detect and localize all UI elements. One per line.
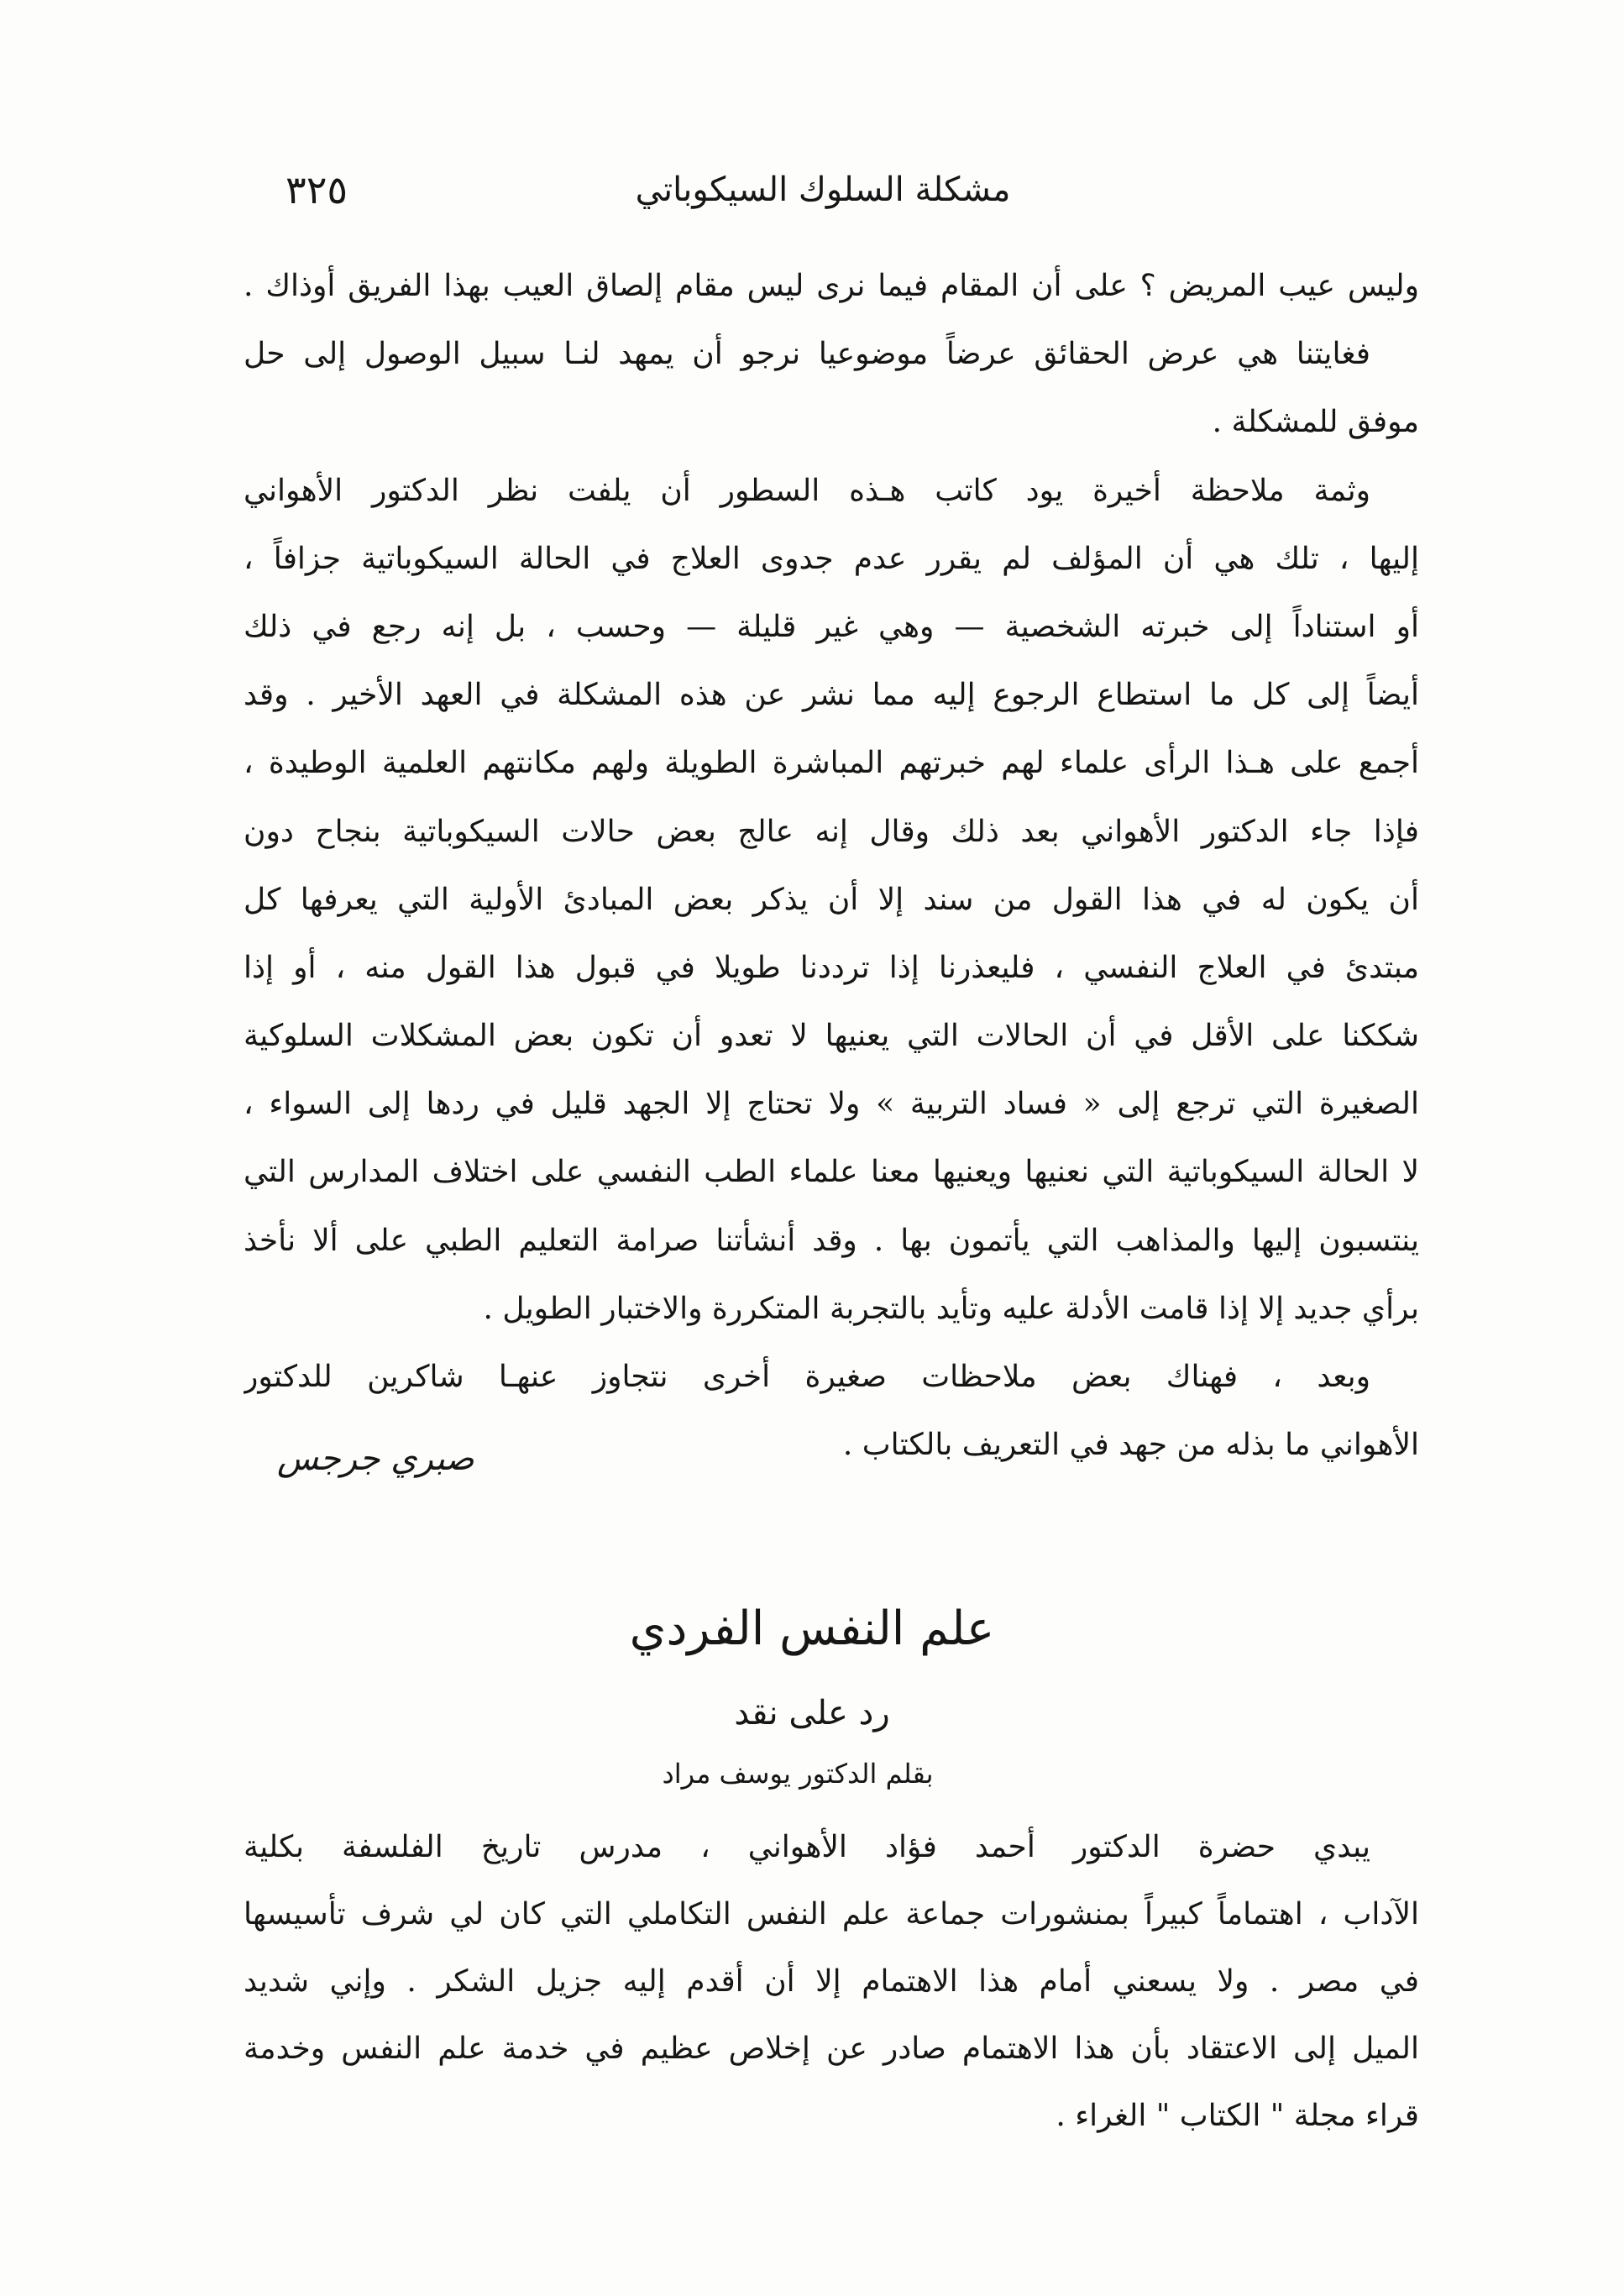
text-line: وبعد ، فهناك بعض ملاحظات صغيرة أخرى نتجاوز عنهـا شاكرين للدكتور xyxy=(244,1360,1370,1394)
text-line: الصغيرة التي ترجع إلى « فساد التربية » ولا تحتاج إلا الجهد قليل في ردها إلى السواء ، xyxy=(244,1087,1419,1122)
text-line: قراء مجلة " الكتاب " الغراء . xyxy=(1056,2099,1419,2133)
page-number: ٣٢٥ xyxy=(286,167,348,212)
text-line: وثمة ملاحظة أخيرة يود كاتب هـذه السطور أن يلفت نظر الدكتور الأهواني xyxy=(244,473,1370,508)
text-line: أو استناداً إلى خبرته الشخصية — وهي غير قليلة — وحسب ، بل إنه رجع في ذلك xyxy=(244,609,1419,644)
text-line: أجمع على هـذا الرأى علماء لهم خبرتهم المباشرة الطويلة ولهم مكانتهم العلمية الوطيدة ، xyxy=(244,746,1419,781)
text-line: وليس عيب المريض ؟ على أن المقام فيما نرى ليس مقام إلصاق العيب بهذا الفريق أوذاك . xyxy=(244,269,1419,303)
running-title: مشكلة السلوك السيكوباتي xyxy=(635,170,1011,209)
text-line: ينتسبون إليها والمذاهب التي يأتمون بها . وقد أنشأتنا صرامة التعليم الطبي على ألا نأخذ xyxy=(244,1223,1419,1258)
article-body xyxy=(244,1814,1419,2150)
page-header xyxy=(252,165,1394,223)
text-line: الآداب ، اهتماماً كبيراً بمنشورات جماعة علم النفس التكاملي التي كان لي شرف تأسيسها xyxy=(244,1897,1419,1932)
text-line: الميل إلى الاعتقاد بأن هذا الاهتمام صادر عن إخلاص عظيم في خدمة علم النفس وخدمة xyxy=(244,2031,1419,2066)
review-conclusion xyxy=(244,252,1419,1479)
reviewer-signature: صبري جرجس xyxy=(277,1439,474,1478)
text-line: موفق للمشكلة . xyxy=(1212,405,1419,440)
text-line: فغايتنا هي عرض الحقائق عرضاً موضوعيا نرجو أن يمهد لنـا سبيل الوصول إلى حل xyxy=(244,337,1370,372)
text-line: إليها ، تلك هي أن المؤلف لم يقرر عدم جدوى العلاج في الحالة السيكوباتية جزافاً ، xyxy=(244,541,1419,576)
article-title: علم النفس الفردي xyxy=(629,1601,995,1656)
text-line: أن يكون له في هذا القول من سند إلا أن يذكر بعض المبادئ الأولية التي يعرفها كل xyxy=(244,882,1419,917)
text-line: فإذا جاء الدكتور الأهواني بعد ذلك وقال إنه عالج بعض حالات السيكوباتية بنجاح دون xyxy=(244,814,1419,849)
text-line: أيضاً إلى كل ما استطاع الرجوع إليه مما نشر عن هذه المشكلة في العهد الأخير . وقد xyxy=(244,678,1419,713)
article-subtitle: رد على نقد xyxy=(734,1694,890,1732)
text-line: الأهواني ما بذله من جهد في التعريف بالكتاب . xyxy=(842,1428,1419,1463)
text-line: لا الحالة السيكوباتية التي نعنيها ويعنيها معنا علماء الطب النفسي على اختلاف المدارس التي xyxy=(244,1155,1419,1190)
text-line: شككنا على الأقل في أن الحالات التي يعنيها لا تعدو أن تكون بعض المشكلات السلوكية xyxy=(244,1019,1419,1054)
text-line: يبدي حضرة الدكتور أحمد فؤاد الأهواني ، مدرس تاريخ الفلسفة بكلية xyxy=(244,1830,1370,1864)
text-line: برأي جديد إلا إذا قامت الأدلة عليه وتأيد بالتجربة المتكررة والاختبار الطويل . xyxy=(483,1291,1419,1326)
article-byline: بقلم الدكتور يوسف مراد xyxy=(662,1758,934,1790)
text-line: في مصر . ولا يسعني أمام هذا الاهتمام إلا أن أقدم إليه جزيل الشكر . وإني شديد xyxy=(244,1964,1419,1999)
text-line: مبتدئ في العلاج النفسي ، فليعذرنا إذا ترددنا طويلا في قبول هذا القول منه ، أو إذا xyxy=(244,950,1419,985)
